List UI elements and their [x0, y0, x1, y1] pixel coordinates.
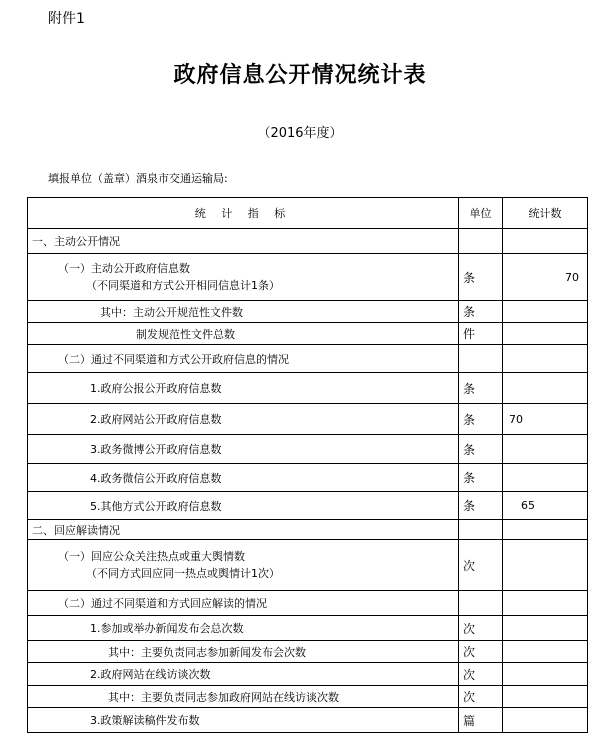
row-unit: 次 — [459, 663, 503, 686]
table-row — [28, 641, 588, 663]
row-value — [503, 435, 588, 464]
row-label: 5.其他方式公开政府信息数 — [28, 492, 459, 520]
table-row — [28, 301, 588, 323]
row-unit: 条 — [459, 301, 503, 323]
row-unit: 条 — [459, 373, 503, 404]
row-unit: 次 — [459, 616, 503, 641]
row-value — [503, 616, 588, 641]
row-label: 3.政策解读稿件发布数 — [28, 708, 459, 733]
table-row — [28, 404, 588, 435]
row-unit — [459, 591, 503, 616]
table-row — [28, 373, 588, 404]
table-row — [28, 591, 588, 616]
row-unit: 次 — [459, 540, 503, 591]
row-label: 二、回应解读情况 — [28, 520, 459, 540]
row-value — [503, 373, 588, 404]
row-unit: 条 — [459, 464, 503, 492]
row-value: 70 — [503, 254, 588, 301]
table-row — [28, 345, 588, 373]
header-indicator: 统 计 指 标 — [28, 198, 459, 229]
header-count: 统计数 — [503, 198, 588, 229]
statistics-table — [27, 197, 588, 733]
row-label — [28, 254, 459, 301]
page-title: 政府信息公开情况统计表 — [173, 62, 427, 88]
header-unit: 单位 — [459, 198, 503, 229]
row-label-note: （不同方式回应同一热点或舆情计1次） — [86, 567, 280, 580]
row-value — [503, 323, 588, 345]
table-row — [28, 492, 588, 520]
row-label: 一、主动公开情况 — [28, 229, 459, 254]
row-unit: 条 — [459, 435, 503, 464]
row-label: 其中：主要负责同志参加政府网站在线访谈次数 — [28, 686, 459, 708]
row-label: 4.政务微信公开政府信息数 — [28, 464, 459, 492]
row-label-note: （不同渠道和方式公开相同信息计1条） — [86, 279, 280, 292]
row-value — [503, 708, 588, 733]
table-row — [28, 708, 588, 733]
table-row — [28, 616, 588, 641]
row-value — [503, 591, 588, 616]
row-value: 65 — [503, 492, 588, 520]
row-label-main: （一）回应公众关注热点或重大舆情数 — [58, 550, 245, 563]
attachment-label: 附件1 — [48, 11, 85, 27]
row-value — [503, 345, 588, 373]
row-label: （二）通过不同渠道和方式公开政府信息的情况 — [28, 345, 459, 373]
row-unit: 条 — [459, 404, 503, 435]
row-value — [503, 641, 588, 663]
row-label: 3.政务微博公开政府信息数 — [28, 435, 459, 464]
row-label: 2.政府网站公开政府信息数 — [28, 404, 459, 435]
table-row — [28, 520, 588, 540]
table-row — [28, 540, 588, 591]
table-row — [28, 229, 588, 254]
row-value — [503, 686, 588, 708]
row-unit: 次 — [459, 686, 503, 708]
row-unit — [459, 520, 503, 540]
row-value: 70 — [503, 404, 588, 435]
row-unit: 件 — [459, 323, 503, 345]
table-row — [28, 464, 588, 492]
row-unit — [459, 345, 503, 373]
table-row — [28, 663, 588, 686]
row-value — [503, 540, 588, 591]
row-label: 1.参加或举办新闻发布会总次数 — [28, 616, 459, 641]
row-label: 其中：主要负责同志参加新闻发布会次数 — [28, 641, 459, 663]
row-unit: 次 — [459, 641, 503, 663]
table-row — [28, 686, 588, 708]
row-label: 制发规范性文件总数 — [28, 323, 459, 345]
row-label — [28, 540, 459, 591]
row-value — [503, 520, 588, 540]
row-label-main: （一）主动公开政府信息数 — [58, 262, 190, 275]
table-row — [28, 254, 588, 301]
row-label: 其中：主动公开规范性文件数 — [28, 301, 459, 323]
table-header-row — [28, 198, 588, 229]
row-unit — [459, 229, 503, 254]
row-value — [503, 663, 588, 686]
row-value — [503, 464, 588, 492]
filing-unit: 填报单位（盖章）酒泉市交通运输局: — [48, 172, 228, 185]
row-value — [503, 301, 588, 323]
row-unit: 条 — [459, 254, 503, 301]
report-year: （2016年度） — [257, 126, 343, 141]
row-label: 2.政府网站在线访谈次数 — [28, 663, 459, 686]
table-row — [28, 435, 588, 464]
row-label: （二）通过不同渠道和方式回应解读的情况 — [28, 591, 459, 616]
row-unit: 篇 — [459, 708, 503, 733]
row-unit: 条 — [459, 492, 503, 520]
row-value — [503, 229, 588, 254]
row-label: 1.政府公报公开政府信息数 — [28, 373, 459, 404]
table-row — [28, 323, 588, 345]
